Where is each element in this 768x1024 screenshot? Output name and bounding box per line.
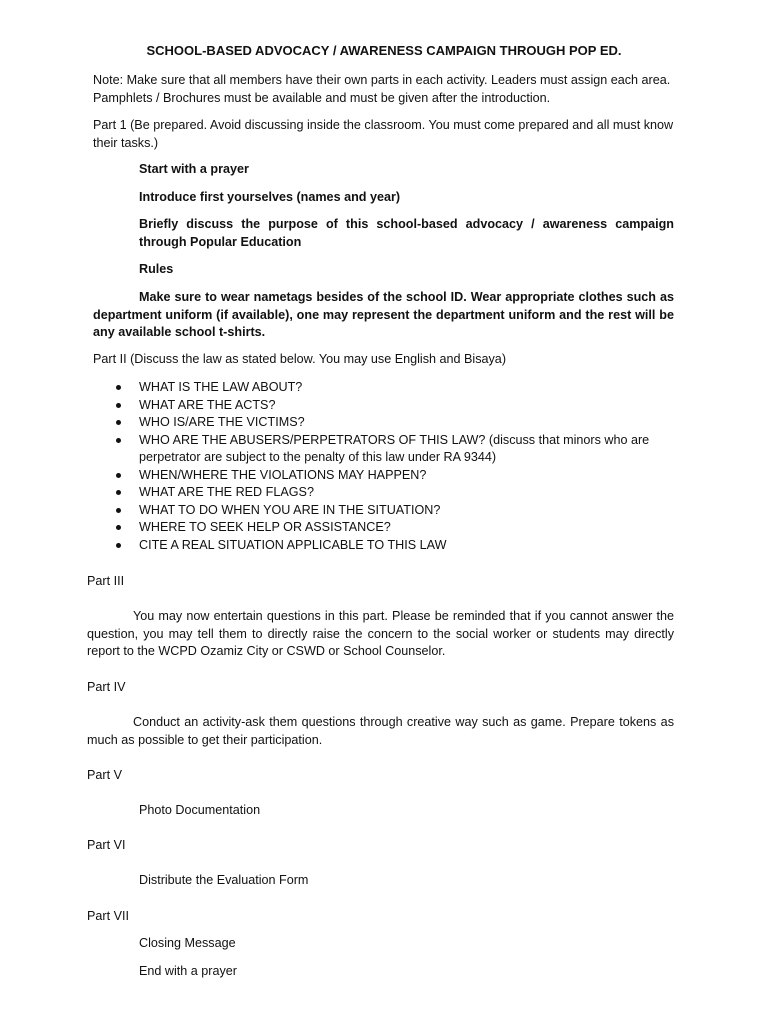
part3-heading: Part III <box>87 574 125 588</box>
part6-heading: Part VI <box>87 838 126 852</box>
list-item: CITE A REAL SITUATION APPLICABLE TO THIS LAW <box>114 537 674 555</box>
bullet-icon <box>116 420 121 425</box>
list-item: WHAT ARE THE RED FLAGS? <box>114 484 674 502</box>
part1-item-purpose: Briefly discuss the purpose of this school-based advocacy / awareness campaign through Popular Education <box>139 217 674 249</box>
list-item: WHAT IS THE LAW ABOUT? <box>114 379 674 397</box>
bullet-icon <box>116 385 121 390</box>
list-item: WHO ARE THE ABUSERS/PERPETRATORS OF THIS LAW? (discuss that minors who are perpetrator are subject to the penalty of this law under RA 9344) <box>114 432 674 467</box>
note-paragraph: Note: Make sure that all members have their own parts in each activity. Leaders must assign each area. Pamphlets / Brochures must be available and must be given after the introduction. <box>93 73 671 105</box>
part5-heading: Part V <box>87 768 122 782</box>
part1-item-prayer: Start with a prayer <box>139 162 249 176</box>
list-item: WHO IS/ARE THE VICTIMS? <box>114 414 674 432</box>
part1-item-introduce: Introduce first yourselves (names and year) <box>139 190 401 204</box>
part7-heading: Part VII <box>87 909 129 923</box>
part2-heading: Part II (Discuss the law as stated below. You may use English and Bisaya) <box>93 352 507 366</box>
part7-item-closing: Closing Message <box>139 936 236 950</box>
part7-item-prayer: End with a prayer <box>139 964 238 978</box>
bullet-icon <box>116 438 121 443</box>
part1-heading: Part 1 (Be prepared. Avoid discussing inside the classroom. You must come prepared and all must know their tasks.) <box>93 118 674 150</box>
part1-rules-text: Make sure to wear nametags besides of the school ID. Wear appropriate clothes such as department uniform (if available), one may represent the department uniform and the rest will be any available school t-shirts. <box>93 290 674 339</box>
list-item: WHAT ARE THE ACTS? <box>114 397 674 415</box>
list-item: WHAT TO DO WHEN YOU ARE IN THE SITUATION? <box>114 502 674 520</box>
bullet-icon <box>116 508 121 513</box>
bullet-icon <box>116 525 121 530</box>
bullet-icon <box>116 490 121 495</box>
part2-bullet-list <box>114 379 674 554</box>
list-item: WHERE TO SEEK HELP OR ASSISTANCE? <box>114 519 674 537</box>
part4-text: Conduct an activity-ask them questions through creative way such as game. Prepare tokens as much as possible to get their participation. <box>87 715 674 747</box>
part4-heading: Part IV <box>87 680 126 694</box>
part6-text: Distribute the Evaluation Form <box>139 873 309 887</box>
part1-item-rules: Rules <box>139 262 174 276</box>
part5-text: Photo Documentation <box>139 803 261 817</box>
bullet-icon <box>116 473 121 478</box>
part3-text: You may now entertain questions in this part. Please be reminded that if you cannot answer the question, you may tell them to directly raise the concern to the social worker or students may directly report to the WCPD Ozamiz City or CSWD or School Counselor. <box>87 609 674 658</box>
bullet-icon <box>116 543 121 548</box>
list-item: WHEN/WHERE THE VIOLATIONS MAY HAPPEN? <box>114 467 674 485</box>
document-title: SCHOOL-BASED ADVOCACY / AWARENESS CAMPAIGN THROUGH POP ED. <box>146 43 622 58</box>
bullet-icon <box>116 403 121 408</box>
